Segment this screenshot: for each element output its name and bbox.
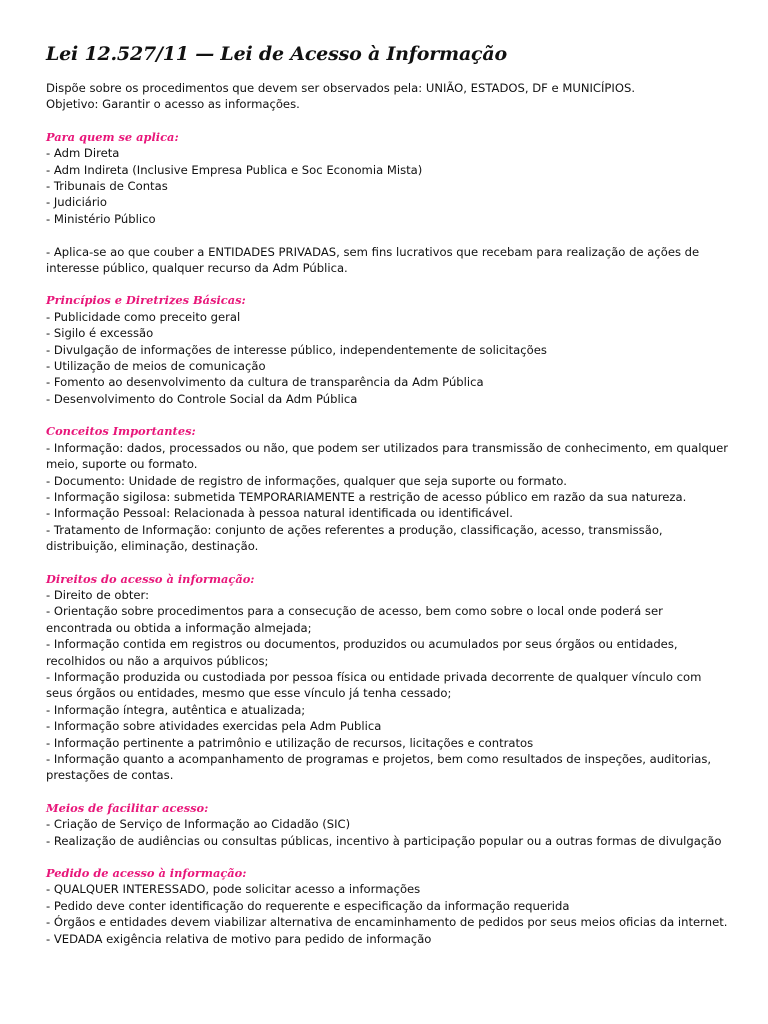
page-title: Lei 12.527/11 — Lei de Acesso à Informação [46, 43, 508, 65]
intro-line: Objetivo: Garantir o acesso as informações. [46, 97, 300, 112]
section-heading: Conceitos Importantes: [46, 424, 196, 439]
section-conceitos [46, 423, 746, 554]
text-line: - Pedido deve conter identificação do requerente e especificação da informação requerida [46, 898, 570, 913]
section-pedido [46, 865, 746, 947]
list-item: - Adm Indireta (Inclusive Empresa Publica e Soc Economia Mista) [46, 162, 423, 177]
text-line: - Informação produzida ou custodiada por pessoa física ou entidade privada decorrente de qualquer vínculo com [46, 669, 702, 684]
text-line: - VEDADA exigência relativa de motivo para pedido de informação [46, 931, 432, 946]
text-line: - Documento: Unidade de registro de informações, qualquer que seja suporte ou formato. [46, 473, 567, 488]
text-line: - Realização de audiências ou consultas públicas, incentivo à participação popular ou a outras formas de divulgação [46, 833, 722, 848]
list-item: - Utilização de meios de comunicação [46, 359, 266, 374]
list-item: - Desenvolvimento do Controle Social da Adm Pública [46, 391, 358, 406]
list-item: - Sigilo é excessão [46, 326, 154, 341]
intro-block [46, 80, 746, 113]
text-line: seus órgãos ou entidades, mesmo que esse vínculo já tenha cessado; [46, 686, 452, 701]
list-item: - Publicidade como preceito geral [46, 309, 241, 324]
document-page [46, 40, 746, 963]
list-item: - Divulgação de informações de interesse público, independentemente de solicitações [46, 342, 547, 357]
principios-list [46, 309, 746, 407]
text-line: - Informação sigilosa: submetida TEMPORARIAMENTE a restrição de acesso público em razão da sua natureza. [46, 489, 687, 504]
aplica-note-line: - Aplica-se ao que couber a ENTIDADES PRIVADAS, sem fins lucrativos que recebam para realização de ações de [46, 244, 700, 259]
text-line: encontrada ou obtida a informação almejada; [46, 620, 312, 635]
text-line: meio, suporte ou formato. [46, 457, 198, 472]
section-direitos [46, 571, 746, 784]
intro-line: Dispõe sobre os procedimentos que devem ser observados pela: UNIÃO, ESTADOS, DF e MUNICÍPIOS. [46, 81, 636, 95]
text-line: - Informação sobre atividades exercidas pela Adm Publica [46, 719, 382, 734]
text-line: - Informação Pessoal: Relacionada à pessoa natural identificada ou identificável. [46, 506, 513, 521]
text-line: prestações de contas. [46, 768, 174, 783]
section-principios [46, 292, 746, 407]
aplica-note-line: interesse público, qualquer recurso da Adm Pública. [46, 261, 348, 276]
text-line: - Órgãos e entidades devem viabilizar alternativa de encaminhamento de pedidos por seus meios oficias da internet. [46, 915, 728, 930]
text-line: - Direito de obter: [46, 587, 149, 602]
text-line: distribuição, eliminação, destinação. [46, 539, 259, 554]
section-heading: Princípios e Diretrizes Básicas: [46, 293, 246, 308]
list-item: - Ministério Público [46, 211, 156, 226]
section-heading: Para quem se aplica: [46, 129, 179, 144]
aplica-list [46, 145, 746, 227]
text-line: - Orientação sobre procedimentos para a consecução de acesso, bem como sobre o local onde poderá ser [46, 604, 663, 619]
list-item: - Tribunais de Contas [46, 179, 168, 194]
section-meios [46, 800, 746, 849]
section-heading: Pedido de acesso à informação: [46, 866, 247, 881]
text-line: - Informação quanto a acompanhamento de programas e projetos, bem como resultados de inspeções, auditorias, [46, 752, 712, 767]
list-item: - Judiciário [46, 195, 107, 210]
text-line: - Informação íntegra, autêntica e atualizada; [46, 702, 306, 717]
list-item: - Fomento ao desenvolvimento da cultura de transparência da Adm Pública [46, 375, 484, 390]
text-line: - Tratamento de Informação: conjunto de ações referentes a produção, classificação, acesso, transmissão, [46, 522, 663, 537]
text-line: - Informação contida em registros ou documentos, produzidos ou acumulados por seus órgãos ou entidades, [46, 637, 678, 652]
section-aplica [46, 129, 746, 277]
text-line: - QUALQUER INTERESSADO, pode solicitar acesso a informações [46, 882, 421, 897]
text-line: recolhidos ou não a arquivos públicos; [46, 653, 269, 668]
spacer [46, 227, 746, 243]
list-item: - Adm Direta [46, 146, 120, 161]
text-line: - Informação: dados, processados ou não, que podem ser utilizados para transmissão de conhecimento, em qualquer [46, 440, 729, 455]
text-line: - Informação pertinente a patrimônio e utilização de recursos, licitações e contratos [46, 735, 534, 750]
section-heading: Direitos do acesso à informação: [46, 571, 255, 586]
section-heading: Meios de facilitar acesso: [46, 800, 209, 815]
text-line: - Criação de Serviço de Informação ao Cidadão (SIC) [46, 817, 351, 832]
